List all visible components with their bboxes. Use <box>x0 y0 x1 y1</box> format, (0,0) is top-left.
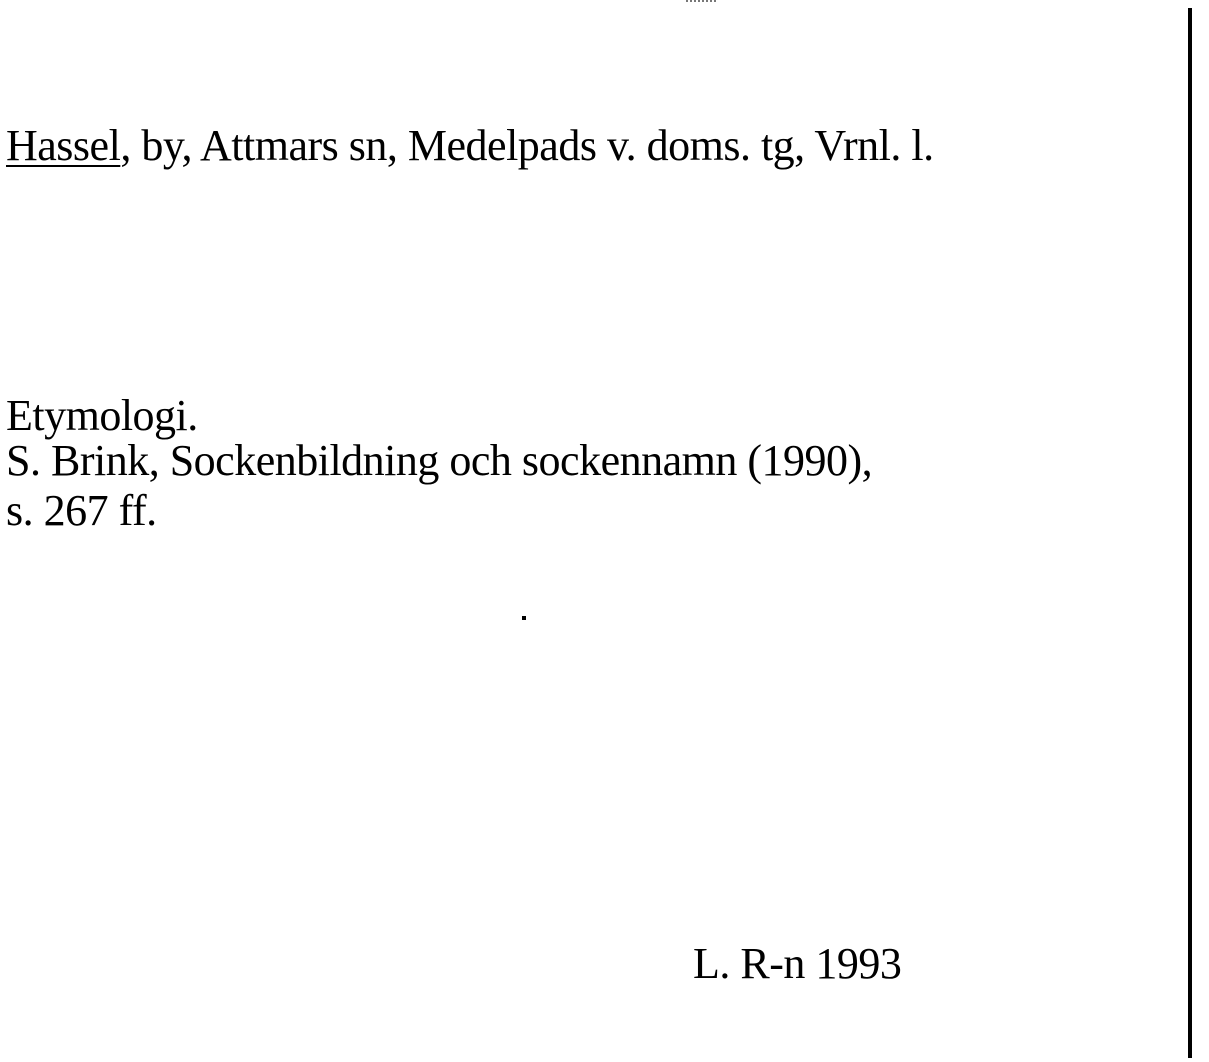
signature: L. R-n 1993 <box>693 939 902 988</box>
reference-line-2: s. 267 ff. <box>6 486 157 535</box>
card-edge-rule <box>1188 8 1192 1058</box>
reference-line-1: S. Brink, Sockenbildning och sockennamn (1990), <box>6 436 873 485</box>
etymology-heading: Etymologi. <box>6 391 198 440</box>
scan-speck <box>522 616 526 620</box>
scan-artifact <box>686 0 718 2</box>
headword: Hassel <box>6 121 121 170</box>
headline-details: , by, Attmars sn, Medelpads v. doms. tg, Vrnl. l. <box>120 121 934 170</box>
headline <box>6 122 934 170</box>
